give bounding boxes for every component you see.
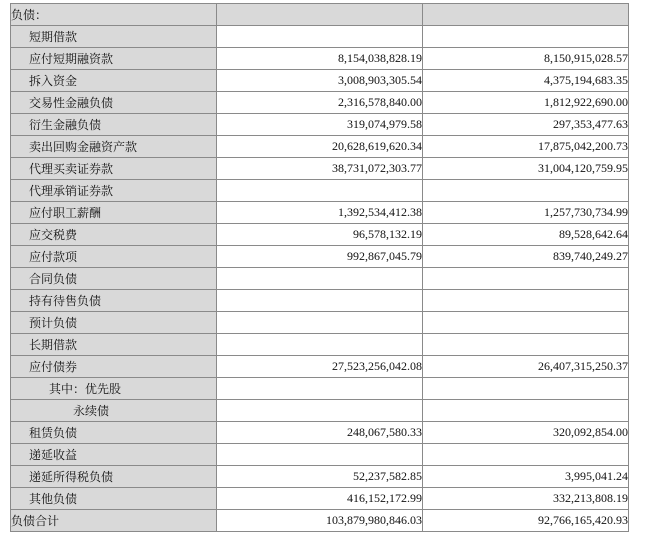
current-value <box>217 290 423 312</box>
prior-value: 1,257,730,734.99 <box>423 202 629 224</box>
table-row <box>11 268 629 290</box>
row-label: 代理买卖证券款 <box>11 158 217 180</box>
row-label: 应付职工薪酬 <box>11 202 217 224</box>
prior-value <box>423 290 629 312</box>
prior-value: 8,150,915,028.57 <box>423 48 629 70</box>
row-label: 其中：优先股 <box>11 378 217 400</box>
table-row <box>11 356 629 378</box>
prior-value: 3,995,041.24 <box>423 466 629 488</box>
prior-value: 26,407,315,250.37 <box>423 356 629 378</box>
prior-value <box>423 312 629 334</box>
row-label: 拆入资金 <box>11 70 217 92</box>
table-row <box>11 334 629 356</box>
current-value: 38,731,072,303.77 <box>217 158 423 180</box>
row-label: 递延所得税负债 <box>11 466 217 488</box>
table-row <box>11 488 629 510</box>
header-row <box>11 4 629 26</box>
prior-value <box>423 26 629 48</box>
prior-value: 31,004,120,759.95 <box>423 158 629 180</box>
table-row <box>11 378 629 400</box>
table-row <box>11 180 629 202</box>
table-row <box>11 114 629 136</box>
current-value: 3,008,903,305.54 <box>217 70 423 92</box>
row-label: 应付短期融资款 <box>11 48 217 70</box>
current-value: 992,867,045.79 <box>217 246 423 268</box>
row-label: 应交税费 <box>11 224 217 246</box>
row-label: 卖出回购金融资产款 <box>11 136 217 158</box>
table-row <box>11 246 629 268</box>
row-label: 永续债 <box>11 400 217 422</box>
row-label: 预计负债 <box>11 312 217 334</box>
table-row <box>11 224 629 246</box>
current-value: 8,154,038,828.19 <box>217 48 423 70</box>
current-value <box>217 334 423 356</box>
total-label: 负债合计 <box>11 510 217 532</box>
prior-value <box>423 180 629 202</box>
current-value <box>217 312 423 334</box>
current-value <box>217 268 423 290</box>
total-row <box>11 510 629 532</box>
table-row <box>11 312 629 334</box>
table-row <box>11 136 629 158</box>
prior-value <box>423 400 629 422</box>
table-row <box>11 92 629 114</box>
current-value: 248,067,580.33 <box>217 422 423 444</box>
row-label: 租赁负债 <box>11 422 217 444</box>
row-label: 交易性金融负债 <box>11 92 217 114</box>
current-value: 416,152,172.99 <box>217 488 423 510</box>
prior-value: 839,740,249.27 <box>423 246 629 268</box>
table-row <box>11 48 629 70</box>
table-row <box>11 444 629 466</box>
row-label: 长期借款 <box>11 334 217 356</box>
current-value <box>217 400 423 422</box>
current-value: 52,237,582.85 <box>217 466 423 488</box>
row-label: 其他负债 <box>11 488 217 510</box>
row-label: 递延收益 <box>11 444 217 466</box>
current-value <box>217 180 423 202</box>
header-current <box>217 4 423 26</box>
row-label: 应付债券 <box>11 356 217 378</box>
current-value <box>217 444 423 466</box>
header-prior <box>423 4 629 26</box>
table-row <box>11 202 629 224</box>
prior-value <box>423 378 629 400</box>
current-value: 319,074,979.58 <box>217 114 423 136</box>
liabilities-table <box>10 3 629 532</box>
table-row <box>11 26 629 48</box>
current-value <box>217 26 423 48</box>
current-value: 96,578,132.19 <box>217 224 423 246</box>
table-row <box>11 400 629 422</box>
prior-value: 320,092,854.00 <box>423 422 629 444</box>
prior-value: 297,353,477.63 <box>423 114 629 136</box>
prior-value: 4,375,194,683.35 <box>423 70 629 92</box>
current-value: 20,628,619,620.34 <box>217 136 423 158</box>
prior-value: 332,213,808.19 <box>423 488 629 510</box>
table-row <box>11 422 629 444</box>
table-row <box>11 290 629 312</box>
total-current-value: 103,879,980,846.03 <box>217 510 423 532</box>
section-label: 负债： <box>11 4 217 26</box>
table-row <box>11 70 629 92</box>
table-row <box>11 466 629 488</box>
current-value: 2,316,578,840.00 <box>217 92 423 114</box>
prior-value: 17,875,042,200.73 <box>423 136 629 158</box>
row-label: 持有待售负债 <box>11 290 217 312</box>
current-value: 1,392,534,412.38 <box>217 202 423 224</box>
row-label: 短期借款 <box>11 26 217 48</box>
prior-value <box>423 334 629 356</box>
row-label: 合同负债 <box>11 268 217 290</box>
row-label: 应付款项 <box>11 246 217 268</box>
row-label: 代理承销证券款 <box>11 180 217 202</box>
table-row <box>11 158 629 180</box>
total-prior-value: 92,766,165,420.93 <box>423 510 629 532</box>
row-label: 衍生金融负债 <box>11 114 217 136</box>
prior-value: 1,812,922,690.00 <box>423 92 629 114</box>
current-value <box>217 378 423 400</box>
prior-value <box>423 268 629 290</box>
current-value: 27,523,256,042.08 <box>217 356 423 378</box>
prior-value: 89,528,642.64 <box>423 224 629 246</box>
prior-value <box>423 444 629 466</box>
